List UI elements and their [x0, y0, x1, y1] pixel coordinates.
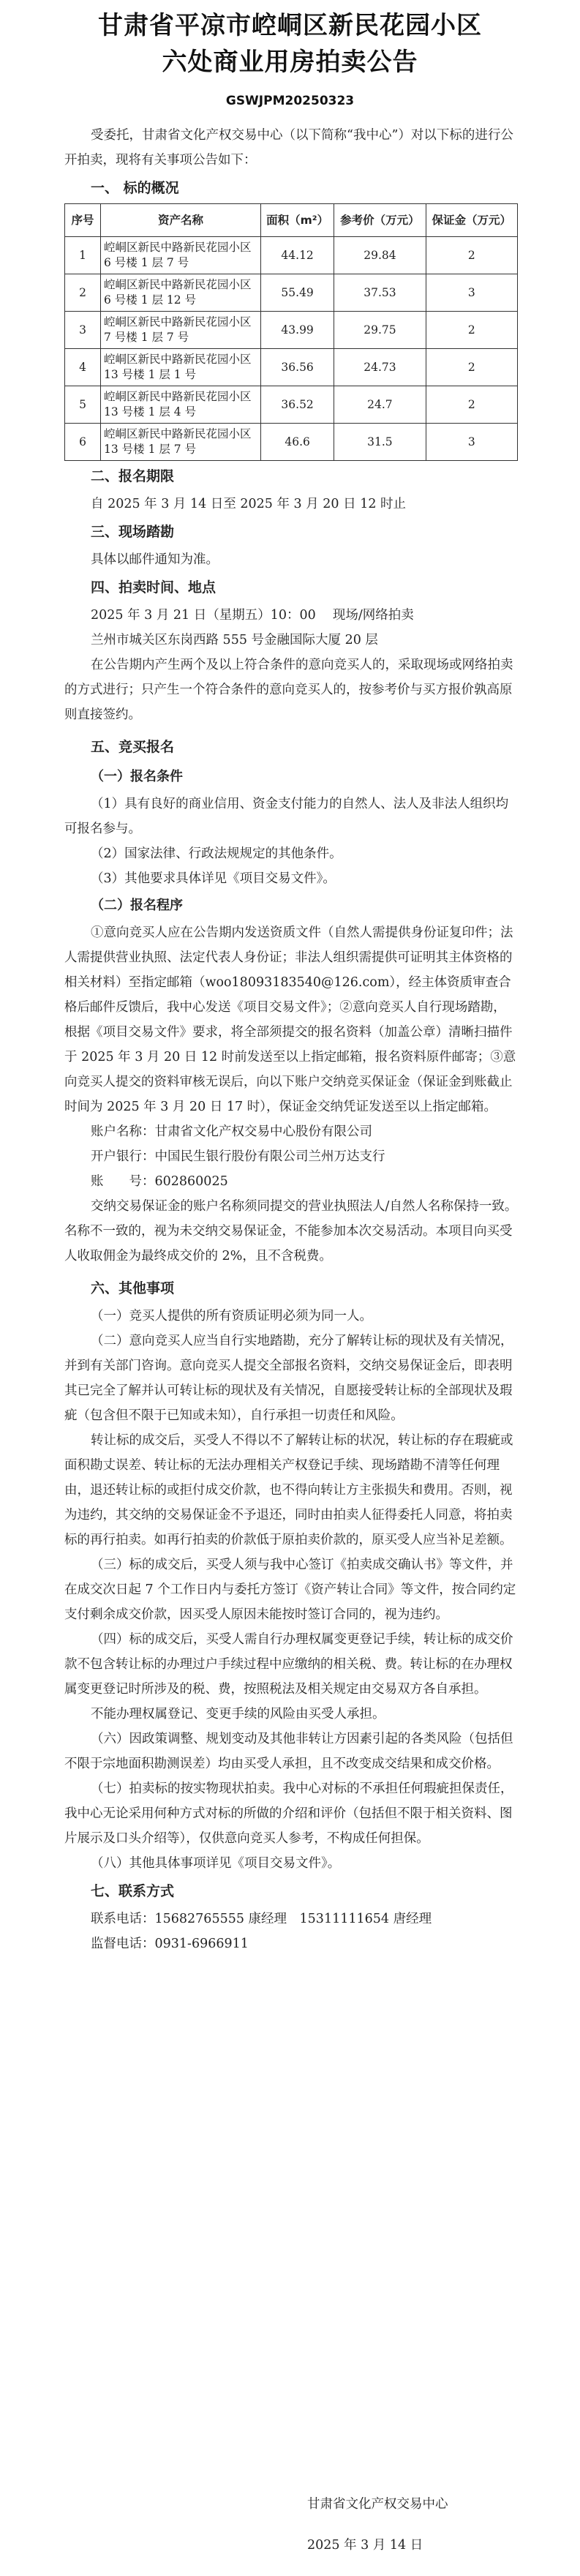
other-item: （三）标的成交后，买受人须与我中心签订《拍卖成交确认书》等文件，并在成交次日起 7 个工作日内与委托方签订《资产转让合同》等文件，按合同约定支付剩余成交价款，因买受人原因未能按时签订合同的，视为违约。 [64, 1558, 516, 1622]
sub-heading-conditions: （一）报名条件 [91, 769, 183, 784]
table-row [65, 349, 518, 386]
intro-block [64, 123, 518, 1956]
cell-name: 崆峒区新民中路新民花园小区 13 号楼 1 层 7 号 [101, 424, 261, 461]
signature-org: 甘肃省文化产权交易中心 [307, 2497, 448, 2512]
other-item: （八）其他具体事项详见《项目交易文件》。 [91, 1856, 341, 1871]
section-6-heading: 六、其他事项 [91, 1280, 175, 1296]
title-line-1: 甘肃省平凉市崆峒区新民花园小区 [98, 11, 482, 40]
other-item: （二）意向竞买人应当自行实地踏勘，充分了解转让标的现状及有关情况，并到有关部门咨询。意向竞买人提交全部报名资料，交纳交易保证金后，即表明其已完全了解并认可转让标的现状及有关情况，自愿接受转让标的全部现状及瑕疵（包含但不限于已知或未知），自行承担一切责任和风险。 [64, 1334, 513, 1423]
other-item: （六）因政策调整、规划变动及其他非转让方因素引起的各类风险（包括但不限于宗地面积勘测误差）均由买受人承担，且不改变成交结果和成交价格。 [64, 1732, 513, 1771]
auction-rule: 在公告期内产生两个及以上符合条件的意向竞买人的，采取现场或网络拍卖的方式进行；只产生一个符合条件的意向竞买人的，按参考价与买方报价孰高原则直接签约。 [64, 658, 513, 722]
other-item: 转让标的成交后，买受人不得以不了解转让标的状况，转让标的存在瑕疵或面积勘丈误差、转让标的无法办理相关产权登记手续、现场踏勘不清等任何理由，退还转让标的或拒付成交价款，也不得向转让方主张损失和费用。否则，视为违约，其交纳的交易保证金不予退还，同时由拍卖人征得委托人同意，将拍卖标的再行拍卖。如再行拍卖的价款低于原拍卖价款的，原买受人应当补足差额。 [64, 1433, 513, 1547]
cell-deposit: 2 [426, 349, 517, 386]
contact-phone: 联系电话：15682765555 康经理 15311111654 唐经理 [91, 1912, 432, 1926]
cell-area: 43.99 [261, 312, 334, 349]
col-header-deposit: 保证金（万元） [426, 204, 517, 237]
cell-deposit: 2 [426, 386, 517, 424]
table-header-row [65, 204, 518, 237]
signature-date: 2025 年 3 月 14 日 [307, 2538, 423, 2553]
condition-2: （2）国家法律、行政法规规定的其他条件。 [91, 846, 342, 861]
cell-no: 2 [65, 274, 101, 312]
cell-price: 29.84 [334, 237, 426, 274]
table-row [65, 312, 518, 349]
condition-3: （3）其他要求具体详见《项目交易文件》。 [91, 871, 336, 886]
section-3-heading: 三、现场踏勘 [91, 524, 175, 540]
section-1-heading: 一、 标的概况 [91, 180, 179, 196]
account-name: 账户名称：甘肃省文化产权交易中心股份有限公司 [91, 1124, 372, 1139]
cell-name: 崆峒区新民中路新民花园小区 7 号楼 1 层 7 号 [101, 312, 261, 349]
section-4-heading: 四、拍卖时间、地点 [91, 579, 216, 596]
other-item: 不能办理权属登记、变更手续的风险由买受人承担。 [91, 1707, 385, 1721]
auction-place: 兰州市城关区东岗西路 555 号金融国际大厦 20 层 [91, 633, 378, 647]
section-7-heading: 七、联系方式 [91, 1883, 175, 1899]
cell-area: 36.52 [261, 386, 334, 424]
cell-no: 4 [65, 349, 101, 386]
section-5-heading: 五、竞买报名 [91, 739, 175, 755]
cell-name: 崆峒区新民中路新民花园小区 13 号楼 1 层 4 号 [101, 386, 261, 424]
asset-table [64, 203, 518, 461]
cell-price: 24.7 [334, 386, 426, 424]
account-number: 账 号：602860025 [91, 1174, 228, 1189]
table-row [65, 237, 518, 274]
cell-no: 3 [65, 312, 101, 349]
col-header-area: 面积（m²） [261, 204, 334, 237]
deposit-note: 交纳交易保证金的账户名称须同提交的营业执照法人/自然人名称保持一致。名称不一致的，视为未交纳交易保证金，不能参加本次交易活动。本项目向买受人收取佣金为最终成交价的 2%，且不含税费。 [64, 1199, 518, 1263]
cell-no: 6 [65, 424, 101, 461]
other-item: （四）标的成交后，买受人需自行办理权属变更登记手续，转让标的成交价款不包含转让标的办理过户手续过程中应缴纳的相关税、费。转让标的在办理权属变更登记时所涉及的税、费，按照税法及相关规定由交易双方各自承担。 [64, 1632, 513, 1697]
cell-area: 44.12 [261, 237, 334, 274]
cell-price: 29.75 [334, 312, 426, 349]
cell-area: 55.49 [261, 274, 334, 312]
registration-period: 自 2025 年 3 月 14 日至 2025 年 3 月 20 日 12 时止 [91, 497, 407, 511]
table-row [65, 424, 518, 461]
cell-name: 崆峒区新民中路新民花园小区 6 号楼 1 层 7 号 [101, 237, 261, 274]
other-item: （一）竞买人提供的所有资质证明必须为同一人。 [91, 1309, 372, 1323]
cell-area: 36.56 [261, 349, 334, 386]
cell-deposit: 2 [426, 312, 517, 349]
cell-area: 46.6 [261, 424, 334, 461]
announcement-code: GSWJPM20250323 [225, 94, 355, 108]
site-visit-text: 具体以邮件通知为准。 [91, 552, 219, 567]
auction-time: 2025 年 3 月 21 日（星期五）10：00 现场/网络拍卖 [91, 608, 414, 623]
cell-price: 31.5 [334, 424, 426, 461]
col-header-no: 序号 [65, 204, 101, 237]
table-row [65, 274, 518, 312]
condition-1: （1）具有良好的商业信用、资金支付能力的自然人、法人及非法人组织均可报名参与。 [64, 797, 509, 836]
cell-price: 24.73 [334, 349, 426, 386]
cell-deposit: 3 [426, 274, 517, 312]
cell-no: 5 [65, 386, 101, 424]
table-row [65, 386, 518, 424]
cell-name: 崆峒区新民中路新民花园小区 6 号楼 1 层 12 号 [101, 274, 261, 312]
col-header-name: 资产名称 [101, 204, 261, 237]
cell-name: 崆峒区新民中路新民花园小区 13 号楼 1 层 1 号 [101, 349, 261, 386]
col-header-price: 参考价（万元） [334, 204, 426, 237]
cell-deposit: 2 [426, 237, 517, 274]
cell-deposit: 3 [426, 424, 517, 461]
section-2-heading: 二、报名期限 [91, 468, 175, 484]
supervise-phone: 监督电话：0931-6966911 [91, 1937, 249, 1951]
sub-heading-procedure: （二）报名程序 [91, 898, 183, 913]
title-line-2: 六处商业用房拍卖公告 [162, 48, 418, 77]
account-bank: 开户银行：中国民生银行股份有限公司兰州万达支行 [91, 1149, 385, 1164]
cell-no: 1 [65, 237, 101, 274]
procedure-text: ①意向竞买人应在公告期内发送资质文件（自然人需提供身份证复印件；法人需提供营业执照、法定代表人身份证；非法人组织需提供可证明其主体资格的相关材料）至指定邮箱（woo18093183540@126.com），经主体资质审查合格后邮件反馈后，我中心发送《项目交易文件》；②意向竞买人自行现场踏勘，根据《项目交易文件》要求，将全部须提交的报名资料（加盖公章）清晰扫描件于 2025 年 3 月 20 日 12 时前发送至以上指定邮箱，报名资料原件邮寄；③意向竞买人提交的资料审核无误后，向以下账户交纳竞买保证金（保证金到账截止时间为 2025 年 3 月 20 日 17 时），保证金交纳凭证发送至以上指定邮箱。 [64, 925, 516, 1114]
signature-block [307, 2493, 527, 2556]
cell-price: 37.53 [334, 274, 426, 312]
other-item: （七）拍卖标的按实物现状拍卖。我中心对标的不承担任何瑕疵担保责任，我中心无论采用何种方式对标的所做的介绍和评价（包括但不限于相关资料、图片展示及口头介绍等），仅供意向竞买人参考，不构成任何担保。 [64, 1781, 513, 1846]
intro-text: 受委托，甘肃省文化产权交易中心（以下简称“我中心”）对以下标的进行公开拍卖，现将有关事项公告如下： [64, 128, 513, 168]
